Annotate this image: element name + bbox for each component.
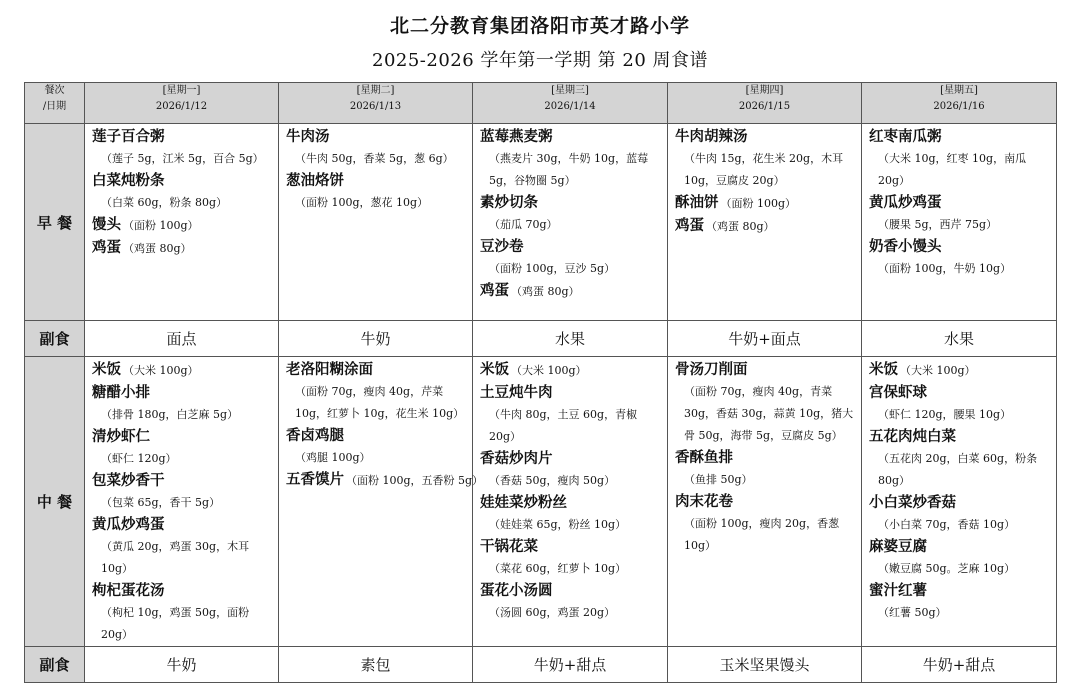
corner-label-date: /日期 <box>42 101 67 112</box>
dish-ingredients: （鸡腿 100g） <box>295 451 371 464</box>
dish-name <box>286 425 466 447</box>
snack-cell-tue: 牛奶 <box>279 321 473 357</box>
dish-name <box>480 580 661 602</box>
dish-name <box>675 359 855 381</box>
dish-name <box>92 359 272 382</box>
dish-label: 米饭 <box>869 361 898 378</box>
dish-name <box>286 359 466 381</box>
dish-label: 米饭 <box>92 361 121 378</box>
dish-ingredients: （面粉 100g，豆沙 5g） <box>489 262 616 275</box>
dish-ingredients: （虾仁 120g，腰果 10g） <box>878 408 1012 421</box>
dish-name <box>92 126 272 148</box>
row-label-snack-1: 副食 <box>25 321 85 357</box>
dish-ingredients: （莲子 5g，江米 5g，百合 5g） <box>101 152 264 165</box>
dish-ingredients: （牛肉 80g，土豆 60g，青椒 20g） <box>489 408 638 443</box>
dish-label: 奶香小馒头 <box>869 238 942 255</box>
dish-ingredients: （鸡蛋 80g） <box>123 242 192 255</box>
dish-label: 豆沙卷 <box>480 238 524 255</box>
lunch-cell-wed <box>473 357 668 647</box>
dish-label: 红枣南瓜粥 <box>869 128 942 145</box>
dish-name <box>480 382 661 404</box>
day-date: 2026/1/14 <box>544 101 596 112</box>
dish-name <box>869 492 1050 514</box>
snack-cell-fri: 牛奶+甜点 <box>862 647 1057 683</box>
dish-label: 葱油烙饼 <box>286 172 344 189</box>
dish-label: 枸杞蛋花汤 <box>92 582 165 599</box>
dish-ingredients: （面粉 100g） <box>123 219 199 232</box>
day-date: 2026/1/16 <box>933 101 985 112</box>
dish-name <box>869 236 1050 258</box>
dish-label: 香卤鸡腿 <box>286 427 344 444</box>
page-subtitle: 2025-2026 学年第一学期 第 20 周食谱 <box>372 50 708 71</box>
dish-name <box>480 492 661 514</box>
dish-name <box>92 214 272 237</box>
dish-ingredients: （茄瓜 70g） <box>489 218 558 231</box>
dish-ingredients: （黄瓜 20g，鸡蛋 30g，木耳 10g） <box>101 540 250 575</box>
dish-ingredients: （鸡蛋 80g） <box>706 220 775 233</box>
row-label-breakfast: 早 餐 <box>25 124 85 321</box>
breakfast-cell-mon <box>85 124 279 321</box>
dish-label: 清炒虾仁 <box>92 428 150 445</box>
dish-ingredients: （汤圆 60g，鸡蛋 20g） <box>489 606 616 619</box>
dish-name <box>869 580 1050 602</box>
dish-label: 牛肉胡辣汤 <box>675 128 748 145</box>
dish-label: 鸡蛋 <box>675 217 704 234</box>
day-header-wed <box>473 83 668 124</box>
day-date: 2026/1/15 <box>738 101 791 112</box>
dish-ingredients: （面粉 100g） <box>720 197 797 210</box>
dish-ingredients: （鸡蛋 80g） <box>511 285 580 298</box>
day-name: [星期三] <box>551 85 589 96</box>
dish-label: 白菜炖粉条 <box>92 172 165 189</box>
dish-ingredients: （面粉 100g，瘦肉 20g，香葱 10g） <box>684 517 840 552</box>
dish-label: 黄瓜炒鸡蛋 <box>92 516 165 533</box>
dish-label: 娃娃菜炒粉丝 <box>480 494 567 511</box>
dish-label: 糖醋小排 <box>92 384 150 401</box>
dish-label: 骨汤刀削面 <box>675 361 748 378</box>
dish-ingredients: （面粉 70g，瘦肉 40g，青菜 30g，香菇 30g，蒜黄 10g，猪大骨 50g，海带 5g，豆腐皮 5g） <box>684 385 854 442</box>
dish-label: 莲子百合粥 <box>92 128 165 145</box>
dish-name <box>675 192 855 215</box>
corner-label-meal: 餐次 <box>44 85 65 96</box>
dish-ingredients: （排骨 180g，白芝麻 5g） <box>101 408 239 421</box>
day-name: [星期二] <box>356 85 395 96</box>
dish-name <box>869 359 1050 382</box>
dish-label: 土豆炖牛肉 <box>480 384 553 401</box>
dish-label: 干锅花菜 <box>480 538 538 555</box>
dish-name <box>286 469 484 492</box>
dish-ingredients: （小白菜 70g，香菇 10g） <box>878 518 1016 531</box>
lunch-cell-tue <box>279 357 484 647</box>
dish-label: 牛肉汤 <box>286 128 330 145</box>
snack-cell-mon: 面点 <box>85 321 279 357</box>
dish-label: 蜜汁红薯 <box>869 582 927 599</box>
dish-ingredients: （五花肉 20g，白菜 60g，粉条 80g） <box>878 452 1038 487</box>
breakfast-cell-thu <box>668 124 862 321</box>
dish-name <box>480 280 661 303</box>
breakfast-cell-tue <box>279 124 473 321</box>
day-name: [星期一] <box>162 85 201 96</box>
dish-name <box>869 536 1050 558</box>
dish-name <box>869 126 1050 148</box>
dish-label: 五花肉炖白菜 <box>869 428 956 445</box>
dish-ingredients: （虾仁 120g） <box>101 452 177 465</box>
dish-name <box>92 470 272 492</box>
dish-name <box>480 448 661 470</box>
breakfast-cell-fri <box>862 124 1057 321</box>
dish-label: 蓝莓燕麦粥 <box>480 128 553 145</box>
dish-label: 酥油饼 <box>675 194 719 211</box>
snack-cell-wed: 牛奶+甜点 <box>473 647 668 683</box>
row-label-lunch: 中 餐 <box>25 357 85 647</box>
dish-label: 肉末花卷 <box>675 493 733 510</box>
dish-ingredients: （腰果 5g，西芹 75g） <box>878 218 998 231</box>
snack-cell-wed: 水果 <box>473 321 668 357</box>
breakfast-cell-wed <box>473 124 668 321</box>
dish-label: 米饭 <box>480 361 509 378</box>
corner-header <box>25 83 85 124</box>
dish-label: 香酥鱼排 <box>675 449 733 466</box>
dish-name <box>675 447 855 469</box>
dish-ingredients: （香菇 50g，瘦肉 50g） <box>489 474 616 487</box>
snack-cell-tue: 素包 <box>279 647 473 683</box>
dish-name <box>675 491 855 513</box>
dish-ingredients: （菜花 60g，红萝卜 10g） <box>489 562 627 575</box>
dish-name <box>92 426 272 448</box>
day-header-tue <box>279 83 473 124</box>
dish-label: 包菜炒香干 <box>92 472 165 489</box>
dish-name <box>92 580 272 602</box>
dish-ingredients: （面粉 100g，牛奶 10g） <box>878 262 1012 275</box>
day-header-fri <box>862 83 1057 124</box>
dish-ingredients: （大米 100g） <box>123 364 199 377</box>
dish-label: 鸡蛋 <box>480 282 509 299</box>
dish-label: 小白菜炒香菇 <box>869 494 956 511</box>
dish-name <box>92 237 272 260</box>
dish-label: 鸡蛋 <box>92 239 121 256</box>
lunch-cell-fri <box>862 357 1057 647</box>
dish-label: 香菇炒肉片 <box>480 450 553 467</box>
dish-ingredients: （燕麦片 30g，牛奶 10g，蓝莓 5g，谷物圈 5g） <box>489 152 649 187</box>
dish-name <box>286 170 466 192</box>
dish-name <box>675 126 855 148</box>
page-title: 北二分教育集团洛阳市英才路小学 <box>389 15 690 37</box>
dish-label: 麻婆豆腐 <box>869 538 927 555</box>
dish-ingredients: （面粉 70g，瘦肉 40g，芹菜 10g，红萝卜 10g，花生米 10g） <box>295 385 465 420</box>
day-date: 2026/1/13 <box>349 101 402 112</box>
dish-label: 老洛阳糊涂面 <box>286 361 373 378</box>
row-label-snack-2: 副食 <box>25 647 85 683</box>
dish-name <box>480 236 661 258</box>
dish-ingredients: （红薯 50g） <box>878 606 947 619</box>
dish-ingredients: （娃娃菜 65g，粉丝 10g） <box>489 518 627 531</box>
menu-table <box>24 82 1057 683</box>
snack-cell-fri: 水果 <box>862 321 1057 357</box>
dish-label: 五香馍片 <box>286 471 344 488</box>
dish-ingredients: （嫩豆腐 50g。芝麻 10g） <box>878 562 1016 575</box>
dish-name <box>92 514 272 536</box>
dish-name <box>480 359 661 382</box>
dish-name <box>480 126 661 148</box>
dish-label: 馒头 <box>92 216 121 233</box>
dish-ingredients: （牛肉 50g，香菜 5g，葱 6g） <box>295 152 454 165</box>
snack-cell-thu: 牛奶+面点 <box>668 321 862 357</box>
dish-ingredients: （枸杞 10g，鸡蛋 50g，面粉 20g） <box>101 606 250 641</box>
dish-name <box>869 192 1050 214</box>
dish-name <box>480 536 661 558</box>
dish-label: 蛋花小汤圆 <box>480 582 553 599</box>
dish-name <box>286 126 466 148</box>
dish-ingredients: （面粉 100g，五香粉 5g） <box>346 474 484 487</box>
dish-ingredients: （大米 10g，红枣 10g，南瓜 20g） <box>878 152 1027 187</box>
snack-cell-mon: 牛奶 <box>85 647 279 683</box>
dish-ingredients: （大米 100g） <box>900 364 976 377</box>
dish-ingredients: （牛肉 15g，花生米 20g，木耳 10g，豆腐皮 20g） <box>684 152 844 187</box>
dish-name <box>92 382 272 404</box>
day-header-thu <box>668 83 862 124</box>
day-header-mon <box>85 83 279 124</box>
dish-ingredients: （包菜 65g，香干 5g） <box>101 496 221 509</box>
dish-name <box>480 192 661 214</box>
dish-ingredients: （白菜 60g，粉条 80g） <box>101 196 228 209</box>
dish-name <box>675 215 855 238</box>
day-name: [星期四] <box>745 85 784 96</box>
dish-name <box>869 382 1050 404</box>
dish-label: 宫保虾球 <box>869 384 927 401</box>
dish-name <box>92 170 272 192</box>
lunch-cell-mon <box>85 357 279 647</box>
dish-label: 黄瓜炒鸡蛋 <box>869 194 942 211</box>
dish-ingredients: （大米 100g） <box>511 364 587 377</box>
day-date: 2026/1/12 <box>155 101 208 112</box>
dish-ingredients: （面粉 100g，葱花 10g） <box>295 196 429 209</box>
lunch-cell-thu <box>668 357 862 647</box>
dish-ingredients: （鱼排 50g） <box>684 473 753 486</box>
day-name: [星期五] <box>940 85 978 96</box>
dish-name <box>869 426 1050 448</box>
dish-label: 素炒切条 <box>480 194 538 211</box>
snack-cell-thu: 玉米坚果馒头 <box>668 647 862 683</box>
